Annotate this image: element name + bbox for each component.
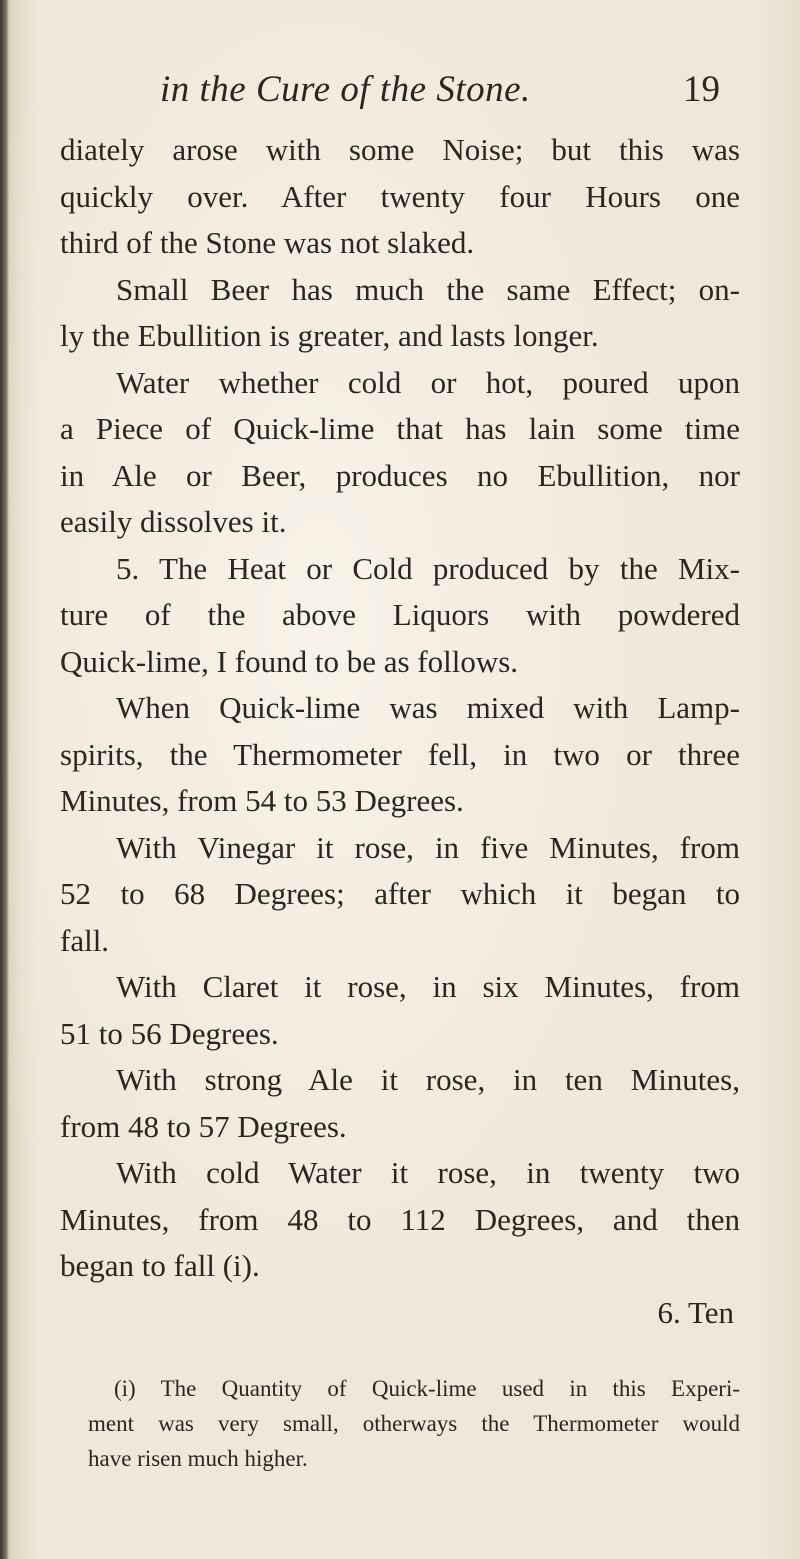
text-line: With cold Water it rose, in twenty two: [116, 1155, 740, 1190]
text-line: Small Beer has much the same Effect; on-: [116, 271, 740, 307]
text-line: in Ale or Beer, produces no Ebullition, nor: [60, 457, 740, 493]
text-line: With Vinegar it rose, in five Minutes, from: [116, 829, 740, 865]
text-line: quickly over. After twenty four Hours one: [60, 178, 740, 214]
text-line: fall.: [60, 922, 110, 958]
text-line: a Piece of Quick-lime that has lain some time: [60, 411, 740, 446]
text-line: Water whether cold or hot, poured upon: [116, 364, 740, 400]
text-line: Quick-lime, I found to be as follows.: [60, 643, 519, 679]
text-line: 5. The Heat or Cold produced by the Mix-: [116, 550, 740, 586]
footnote-line: have risen much higher.: [88, 1446, 308, 1471]
text-line: With Claret it rose, in six Minutes, from: [116, 969, 740, 1004]
text-line: spirits, the Thermometer fell, in two or three: [60, 736, 740, 772]
body-text: [60, 127, 740, 1336]
footnote-line: (i) The Quantity of Quick-lime used in this Experi-: [114, 1376, 740, 1401]
page-header: [160, 68, 720, 118]
catchword: 6. Ten: [657, 1294, 734, 1330]
footnote-line: ment was very small, otherways the Thermometer would: [88, 1411, 740, 1436]
text-line: ture of the above Liquors with powdered: [60, 597, 740, 632]
text-line: 51 to 56 Degrees.: [60, 1015, 279, 1051]
running-head: in the Cure of the Stone.: [160, 69, 531, 110]
text-line: ly the Ebullition is greater, and lasts longer.: [60, 318, 599, 353]
text-line: diately arose with some Noise; but this was: [60, 132, 740, 167]
text-line: Minutes, from 54 to 53 Degrees.: [60, 783, 464, 818]
text-line: When Quick-lime was mixed with Lamp-: [116, 690, 740, 725]
text-line: With strong Ale it rose, in ten Minutes,: [116, 1062, 740, 1097]
text-line: third of the Stone was not slaked.: [60, 225, 475, 260]
text-line: from 48 to 57 Degrees.: [60, 1108, 347, 1144]
text-line: easily dissolves it.: [60, 504, 287, 539]
text-line: 52 to 68 Degrees; after which it began to: [60, 876, 740, 911]
binding-edge: [0, 0, 9, 1559]
page-number: 19: [683, 69, 720, 110]
footnote: [88, 1371, 740, 1476]
text-line: Minutes, from 48 to 112 Degrees, and then: [60, 1201, 740, 1237]
text-line: began to fall (i).: [60, 1248, 260, 1283]
